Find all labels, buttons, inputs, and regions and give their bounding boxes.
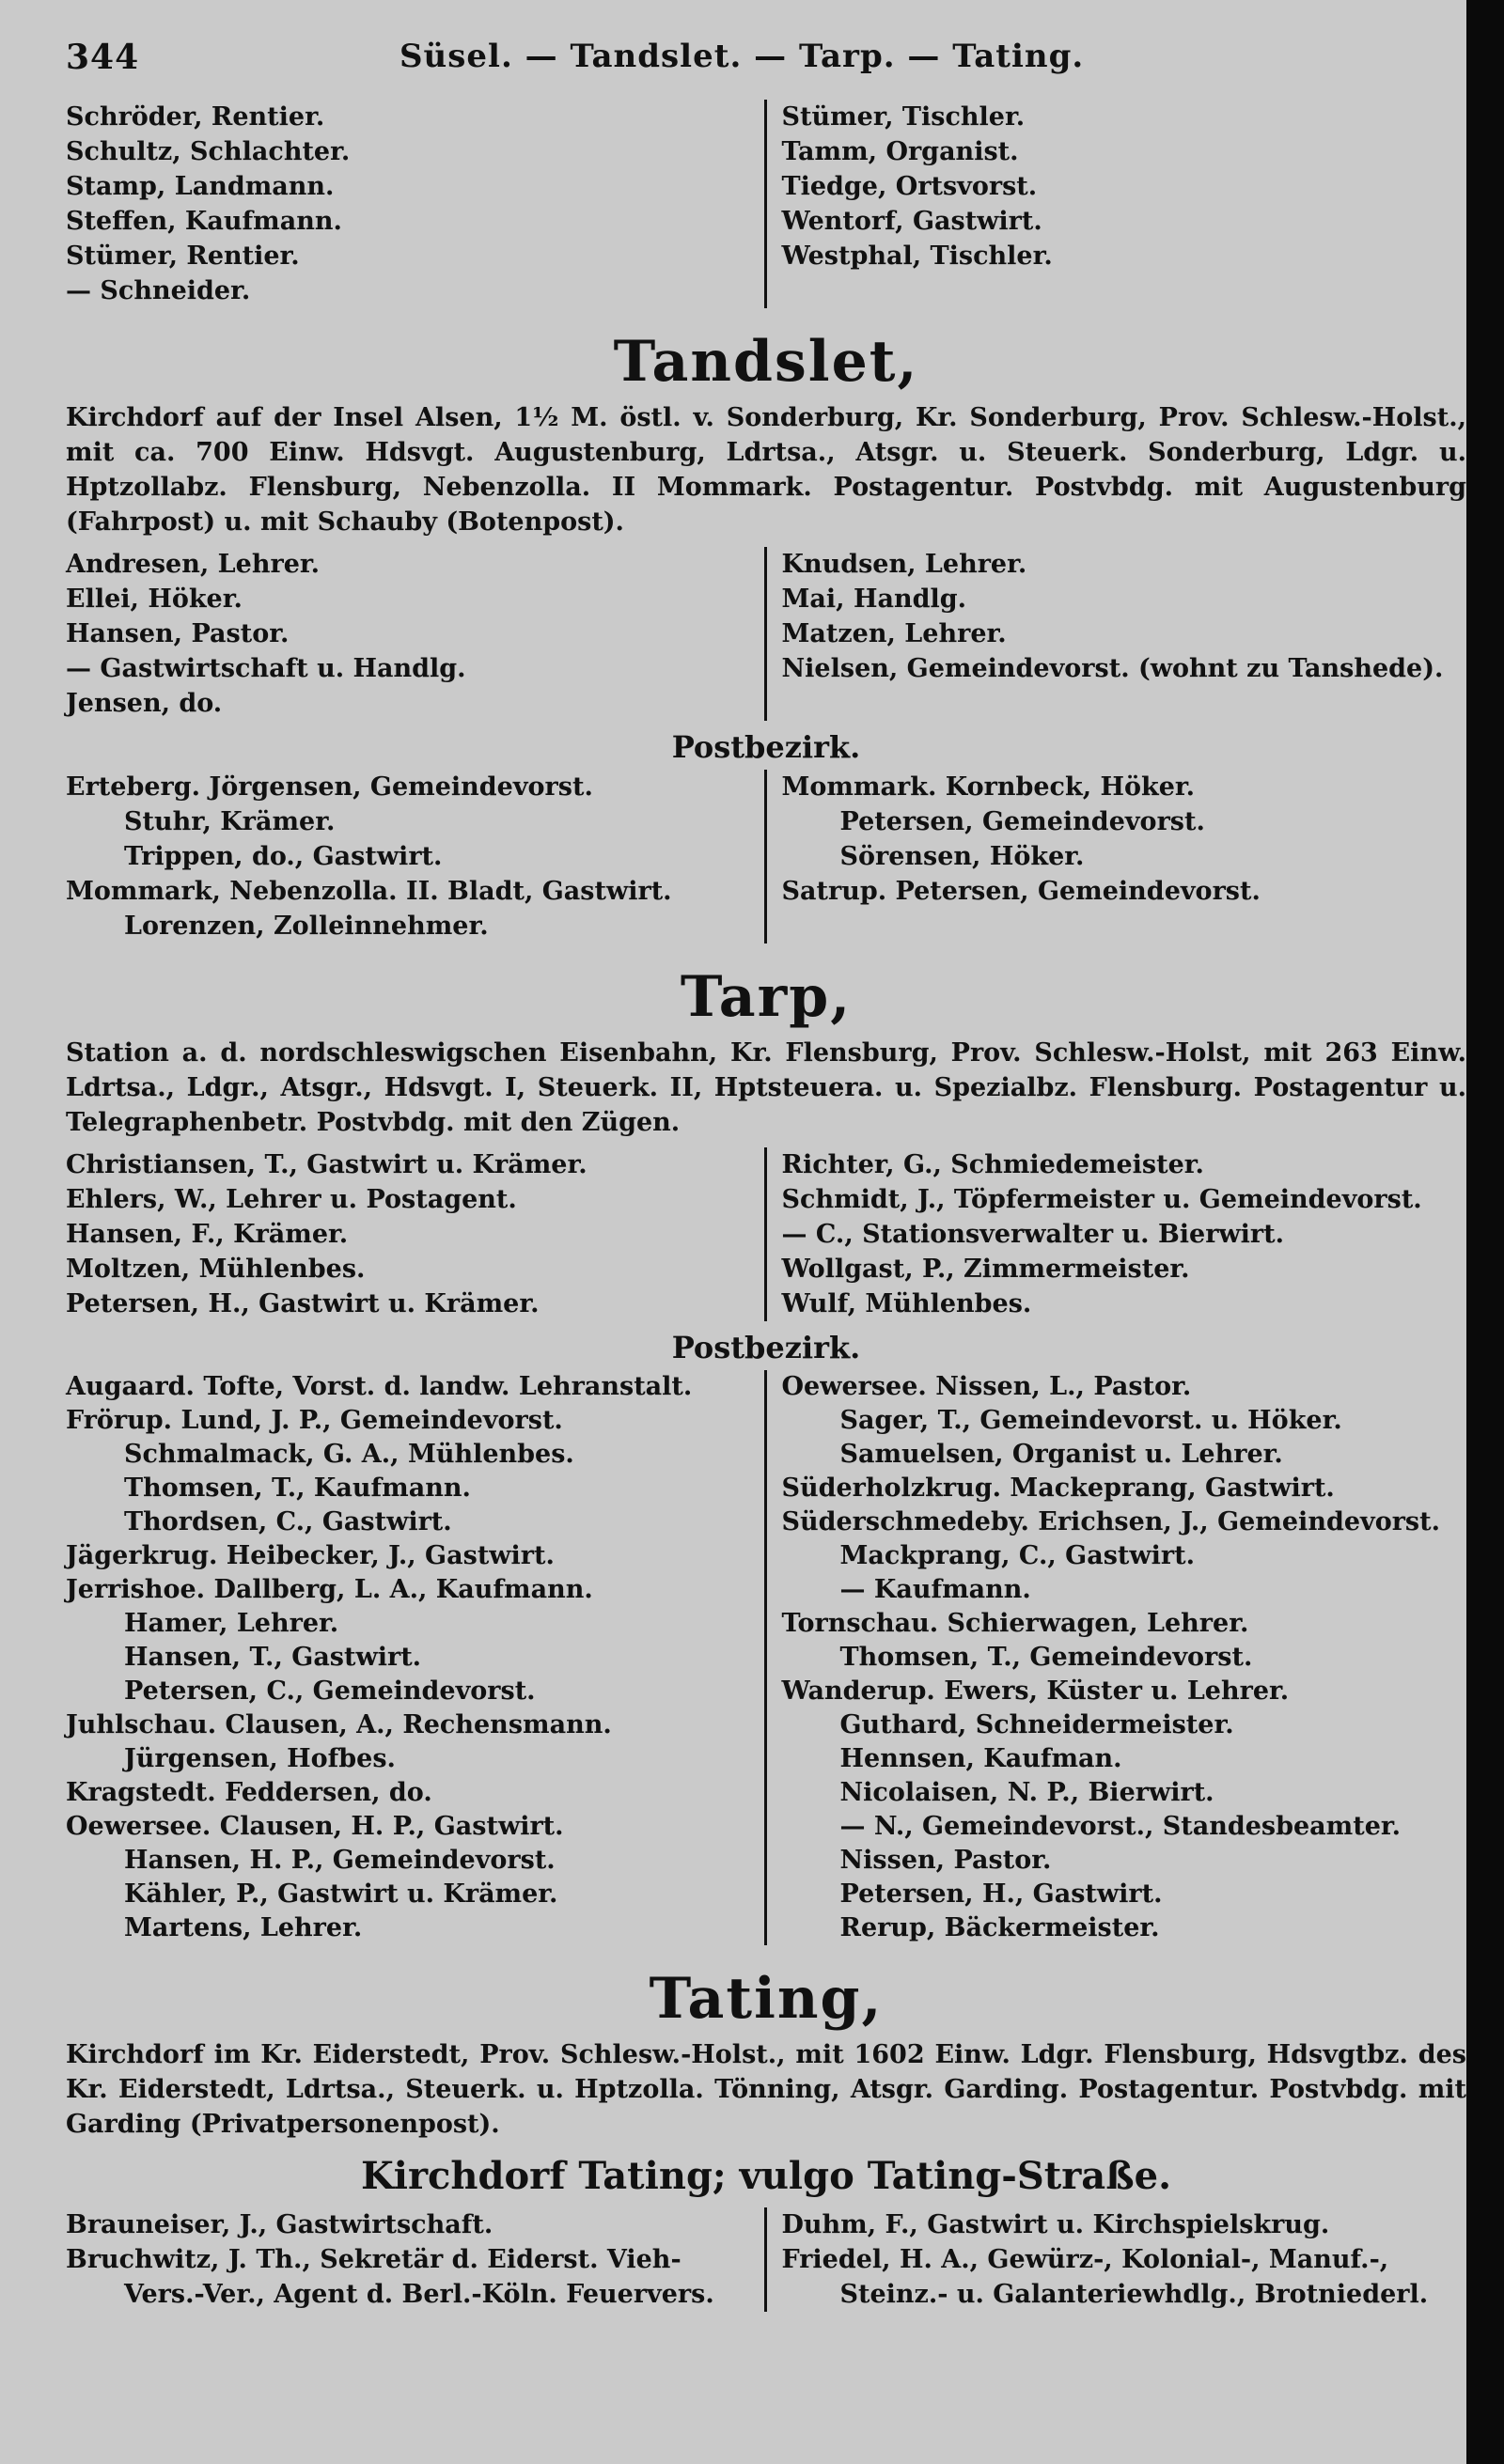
list-item: Wollgast, P., Zimmermeister.	[781, 1255, 1190, 1284]
list-item: Steffen, Kaufmann.	[66, 207, 342, 236]
list-item: Juhlschau. Clausen, A., Rechensmann.	[66, 1710, 612, 1739]
tating-subheading: Kirchdorf Tating; vulgo Tating-Straße.	[361, 2154, 1171, 2198]
list-item: Duhm, F., Gastwirt u. Kirchspielskrug.	[781, 2210, 1330, 2239]
list-item: Sager, T., Gemeindevorst. u. Höker.	[839, 1406, 1342, 1435]
list-item: Brauneiser, J., Gastwirtschaft.	[66, 2210, 494, 2239]
list-item: Jägerkrug. Heibecker, J., Gastwirt.	[66, 1541, 555, 1570]
tandslet-residents	[66, 547, 1466, 721]
town-description-tandslet: Kirchdorf auf der Insel Alsen, 1½ M. östl. v. Sonderburg, Kr. Sonderburg, Prov. Schlesw.-Holst., mit ca. 700 Einw. Hdsvgt. Augustenburg, Ldrtsa., Atsgr. u. Steuerk. Sonderburg, Ldgr. u. Hptzollabz. Flensburg, Nebenzolla. II Mommark. Postagentur. Postvbdg. mit Augustenburg (Fahrpost) u. mit Schauby (Botenpost).	[66, 403, 1466, 537]
list-item: Hansen, H. P., Gemeindevorst.	[124, 1846, 556, 1875]
list-item: Richter, G., Schmiedemeister.	[781, 1150, 1204, 1179]
list-item: — Kaufmann.	[839, 1575, 1031, 1604]
list-item: Jürgensen, Hofbes.	[124, 1744, 396, 1773]
list-item: Augaard. Tofte, Vorst. d. landw. Lehranstalt.	[66, 1372, 693, 1401]
list-item: Petersen, H., Gastwirt u. Krämer.	[66, 1289, 540, 1318]
list-item: — Gastwirtschaft u. Handlg.	[66, 654, 466, 683]
town-description-tarp: Station a. d. nordschleswigschen Eisenbahn, Kr. Flensburg, Prov. Schlesw.-Holst, mit 263 Einw. Ldrtsa., Ldgr., Atsgr., Hdsvgt. I, Steuerk. II, Hptsteuera. u. Spezialbz. Flensburg. Postagentur u. Telegraphenbetr. Postvbdg. mit den Zügen.	[66, 1038, 1466, 1137]
list-item: Tamm, Organist.	[781, 137, 1019, 166]
list-item: Hansen, Pastor.	[66, 619, 290, 648]
running-head: Süsel. — Tandslet. — Tarp. — Tating.	[400, 38, 1085, 75]
list-item: Christiansen, T., Gastwirt u. Krämer.	[66, 1150, 588, 1179]
list-item: Wulf, Mühlenbes.	[781, 1289, 1032, 1318]
list-item: Tiedge, Ortsvorst.	[781, 172, 1038, 201]
list-item: Stuhr, Krämer.	[124, 807, 336, 836]
list-item: Hamer, Lehrer.	[124, 1609, 339, 1638]
list-item: Bruchwitz, J. Th., Sekretär d. Eiderst. Vieh-	[66, 2245, 682, 2274]
list-item: Erteberg. Jörgensen, Gemeindevorst.	[66, 772, 593, 802]
postbezirk-heading-tarp: Postbezirk.	[671, 1330, 861, 1365]
list-item: Mackprang, C., Gastwirt.	[839, 1541, 1195, 1570]
page-header	[66, 34, 1466, 100]
list-item: Steinz.- u. Galanteriewhdlg., Brotniederl.	[839, 2280, 1429, 2309]
tating-left-column	[66, 2207, 767, 2312]
list-item: Hansen, F., Krämer.	[66, 1220, 349, 1249]
list-item: Trippen, do., Gastwirt.	[124, 842, 443, 871]
list-item: Lorenzen, Zolleinnehmer.	[124, 912, 489, 941]
list-item: Kähler, P., Gastwirt u. Krämer.	[124, 1879, 558, 1909]
list-item: — C., Stationsverwalter u. Bierwirt.	[781, 1220, 1285, 1249]
list-item: Vers.-Ver., Agent d. Berl.-Köln. Feuervers.	[124, 2280, 714, 2309]
list-item: Rerup, Bäckermeister.	[839, 1913, 1160, 1942]
list-item: Sörensen, Höker.	[839, 842, 1085, 871]
town-title-tating: Tating,	[649, 1966, 884, 2032]
tarp-right-column	[767, 1147, 1467, 1321]
list-item: Petersen, Gemeindevorst.	[839, 807, 1205, 836]
list-item: Satrup. Petersen, Gemeindevorst.	[781, 877, 1261, 906]
list-item: Nicolaisen, N. P., Bierwirt.	[839, 1778, 1214, 1807]
tandslet-post-right-column	[767, 770, 1467, 943]
list-item: Petersen, H., Gastwirt.	[839, 1879, 1163, 1909]
list-item: Schröder, Rentier.	[66, 102, 325, 132]
tating-right-column	[767, 2207, 1467, 2312]
list-item: Matzen, Lehrer.	[781, 619, 1007, 648]
list-item: Schultz, Schlachter.	[66, 137, 351, 166]
list-item: Kragstedt. Feddersen, do.	[66, 1778, 432, 1807]
list-item: Frörup. Lund, J. P., Gemeindevorst.	[66, 1406, 563, 1435]
list-item: — Schneider.	[66, 276, 251, 305]
page-edge-shadow	[1466, 0, 1504, 2464]
list-item: Hennsen, Kaufman.	[839, 1744, 1122, 1773]
list-item: Nissen, Pastor.	[839, 1846, 1052, 1875]
list-item: Wanderup. Ewers, Küster u. Lehrer.	[781, 1676, 1290, 1706]
list-item: Nielsen, Gemeindevorst. (wohnt zu Tanshede).	[781, 654, 1444, 683]
list-item: Andresen, Lehrer.	[66, 550, 321, 579]
susel-right-column	[767, 100, 1467, 308]
postbezirk-heading-tandslet: Postbezirk.	[671, 729, 861, 765]
list-item: Stümer, Tischler.	[781, 102, 1026, 132]
list-item: Westphal, Tischler.	[781, 242, 1053, 271]
list-item: Samuelsen, Organist u. Lehrer.	[839, 1440, 1283, 1469]
tandslet-postbezirk	[66, 770, 1466, 943]
list-item: Stamp, Landmann.	[66, 172, 335, 201]
list-item: — N., Gemeindevorst., Standesbeamter.	[839, 1812, 1402, 1841]
list-item: Petersen, C., Gemeindevorst.	[124, 1676, 536, 1706]
list-item: Hansen, T., Gastwirt.	[124, 1643, 422, 1672]
list-item: Thomsen, T., Kaufmann.	[124, 1474, 471, 1503]
list-item: Knudsen, Lehrer.	[781, 550, 1027, 579]
list-item: Stümer, Rentier.	[66, 242, 300, 271]
tandslet-right-column	[767, 547, 1467, 721]
list-item: Mai, Handlg.	[781, 585, 966, 614]
susel-residents	[66, 100, 1466, 308]
list-item: Süderschmedeby. Erichsen, J., Gemeindevorst.	[781, 1507, 1440, 1536]
tandslet-post-left-column	[66, 770, 767, 943]
list-item: Jerrishoe. Dallberg, L. A., Kaufmann.	[66, 1575, 593, 1604]
list-item: Ellei, Höker.	[66, 585, 243, 614]
list-item: Wentorf, Gastwirt.	[781, 207, 1042, 236]
list-item: Süderholzkrug. Mackeprang, Gastwirt.	[781, 1474, 1335, 1503]
list-item: Oewersee. Nissen, L., Pastor.	[781, 1372, 1192, 1401]
list-item: Ehlers, W., Lehrer u. Postagent.	[66, 1185, 517, 1214]
list-item: Friedel, H. A., Gewürz-, Kolonial-, Manuf.-,	[781, 2245, 1389, 2274]
town-description-tating: Kirchdorf im Kr. Eiderstedt, Prov. Schlesw.-Holst., mit 1602 Einw. Ldgr. Flensburg, Hdsvgtbz. des Kr. Eiderstedt, Ldrtsa., Steuerk. u. Hptzolla. Tönning, Atsgr. Garding. Postagentur. Postvbdg. mit Garding (Privatpersonenpost).	[66, 2040, 1466, 2139]
tarp-left-column	[66, 1147, 767, 1321]
list-item: Schmidt, J., Töpfermeister u. Gemeindevorst.	[781, 1185, 1422, 1214]
tarp-post-right-column	[767, 1370, 1467, 1945]
page-number: 344	[66, 38, 140, 77]
list-item: Schmalmack, G. A., Mühlenbes.	[124, 1440, 574, 1469]
susel-left-column	[66, 100, 767, 308]
list-item: Mommark. Kornbeck, Höker.	[781, 772, 1196, 802]
list-item: Tornschau. Schierwagen, Lehrer.	[781, 1609, 1249, 1638]
tarp-postbezirk	[66, 1370, 1466, 1945]
list-item: Guthard, Schneidermeister.	[839, 1710, 1234, 1739]
town-title-tandslet: Tandslet,	[613, 329, 919, 395]
town-title-tarp: Tarp,	[680, 964, 853, 1030]
page-content	[66, 34, 1466, 2464]
list-item: Moltzen, Mühlenbes.	[66, 1255, 366, 1284]
tarp-post-left-column	[66, 1370, 767, 1945]
list-item: Thordsen, C., Gastwirt.	[124, 1507, 452, 1536]
list-item: Oewersee. Clausen, H. P., Gastwirt.	[66, 1812, 564, 1841]
list-item: Thomsen, T., Gemeindevorst.	[839, 1643, 1253, 1672]
tarp-residents	[66, 1147, 1466, 1321]
tandslet-left-column	[66, 547, 767, 721]
list-item: Jensen, do.	[66, 689, 223, 718]
tating-residents	[66, 2207, 1466, 2312]
list-item: Martens, Lehrer.	[124, 1913, 363, 1942]
list-item: Mommark, Nebenzolla. II. Bladt, Gastwirt.	[66, 877, 672, 906]
